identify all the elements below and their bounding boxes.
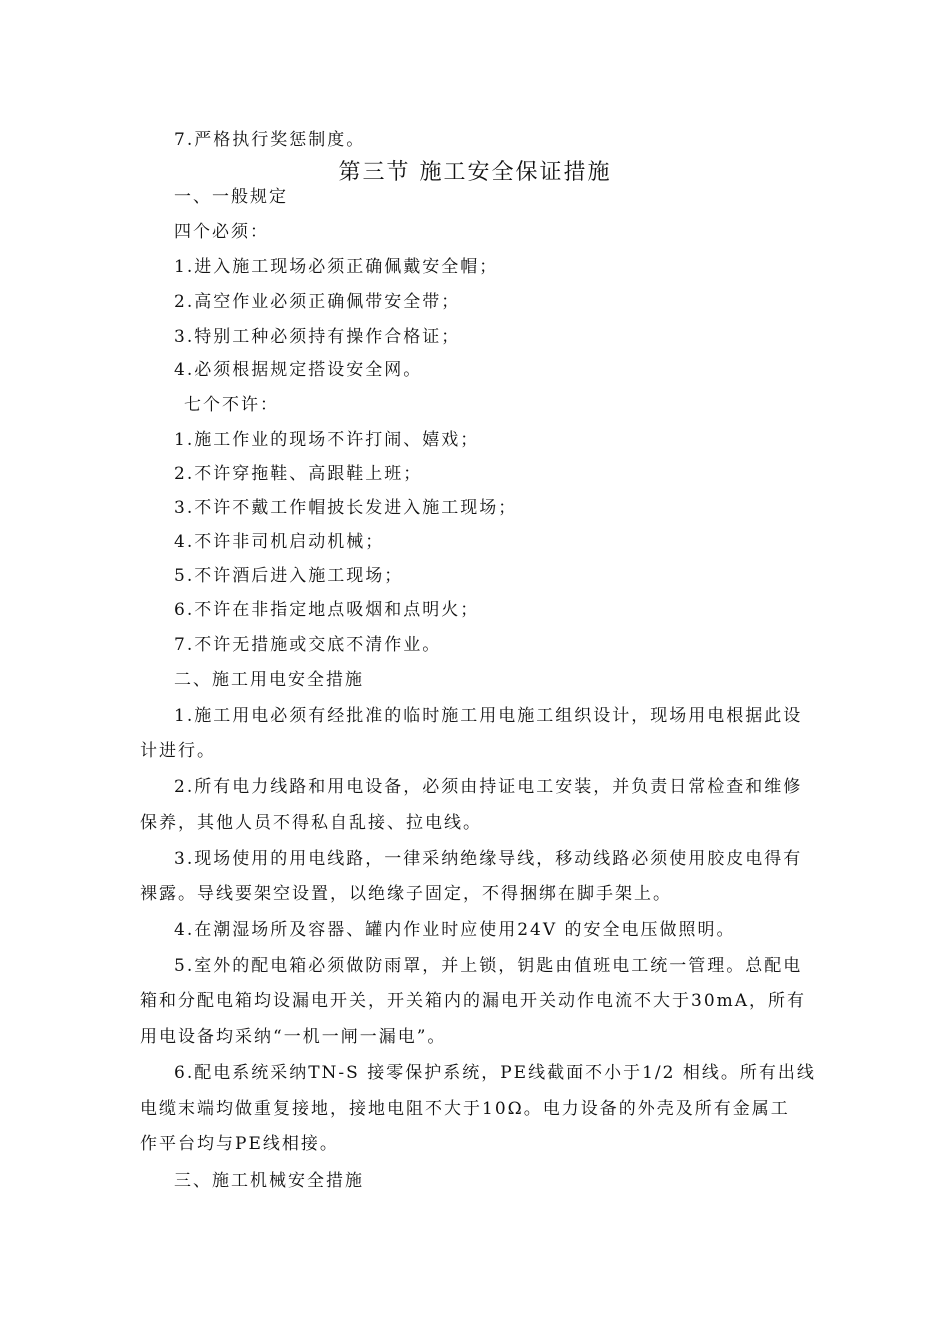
subheading-electrical: 二、施工用电安全措施 [174, 670, 364, 690]
list-item: 4.不许非司机启动机械； [174, 532, 385, 552]
list-item: 3.特别工种必须持有操作合格证； [174, 327, 461, 347]
paragraph-line: 保养，其他人员不得私自乱接、拉电线。 [140, 813, 482, 833]
paragraph-line: 作平台均与PE线相接。 [140, 1134, 339, 1154]
list-item: 4.必须根据规定搭设安全网。 [174, 360, 423, 380]
paragraph-line: 3.现场使用的用电线路，一律采纳绝缘导线，移动线路必须使用胶皮电得有 [174, 849, 803, 869]
paragraph-line: 计进行。 [140, 741, 216, 761]
list-item: 2.高空作业必须正确佩带安全带； [174, 292, 461, 312]
list-item: 6.不许在非指定地点吸烟和点明火； [174, 600, 480, 620]
section-title: 第三节 施工安全保证措施 [338, 160, 612, 185]
subheading-general: 一、一般规定 [174, 187, 288, 207]
list-intro: 四个必须： [174, 222, 269, 242]
list-item: 5.不许酒后进入施工现场； [174, 566, 404, 586]
paragraph-line: 5.室外的配电箱必须做防雨罩，并上锁，钥匙由值班电工统一管理。总配电 [174, 956, 803, 976]
paragraph-line: 用电设备均采纳“一机一闸一漏电”。 [140, 1027, 447, 1047]
list-item: 7.不许无措施或交底不清作业。 [174, 635, 442, 655]
list-item: 3.不许不戴工作帽披长发进入施工现场； [174, 498, 518, 518]
list-item: 1.施工作业的现场不许打闹、嬉戏； [174, 430, 480, 450]
paragraph-line: 6.配电系统采纳TN-S 接零保护系统，PE线截面不小于1/2 相线。所有出线 [174, 1063, 816, 1083]
paragraph-line: 2.所有电力线路和用电设备，必须由持证电工安装，并负责日常检查和维修 [174, 777, 803, 797]
paragraph-line: 电缆末端均做重复接地，接地电阻不大于10Ω。电力设备的外壳及所有金属工 [140, 1099, 790, 1119]
list-intro: 七个不许： [184, 395, 279, 415]
list-item: 1.进入施工现场必须正确佩戴安全帽； [174, 257, 499, 277]
pre-heading-line: 7.严格执行奖惩制度。 [174, 130, 366, 150]
paragraph-line: 4.在潮湿场所及容器、罐内作业时应使用24V 的安全电压做照明。 [174, 920, 736, 940]
list-item: 2.不许穿拖鞋、高跟鞋上班； [174, 464, 423, 484]
subheading-machinery: 三、施工机械安全措施 [174, 1171, 364, 1191]
paragraph-line: 1.施工用电必须有经批准的临时施工用电施工组织设计，现场用电根据此设 [174, 706, 803, 726]
paragraph-line: 裸露。导线要架空设置，以绝缘子固定，不得捆绑在脚手架上。 [140, 884, 672, 904]
paragraph-line: 箱和分配电箱均设漏电开关，开关箱内的漏电开关动作电流不大于30mA，所有 [140, 991, 807, 1011]
